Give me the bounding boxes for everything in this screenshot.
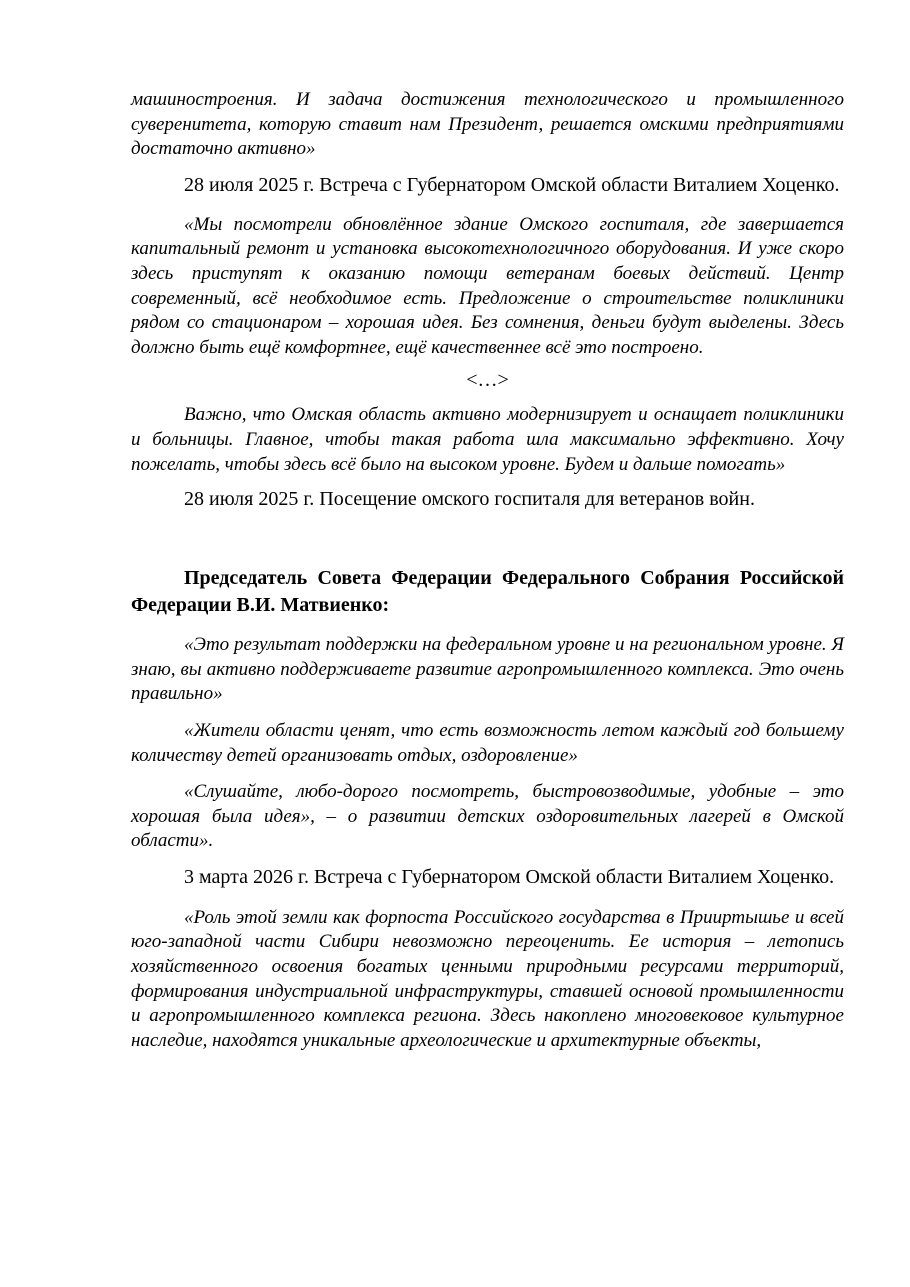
document-page (131, 88, 844, 1053)
event-caption: 28 июля 2025 г. Встреча с Губернатором Омской области Виталием Хоценко. (184, 173, 840, 196)
quote-paragraph: «Слушайте, любо-дорого посмотреть, быстровозводимые, удобные – это хорошая была идея», – о развитии детских оздоровительных лагерей в Омской области». (131, 781, 844, 852)
event-caption: 3 марта 2026 г. Встреча с Губернатором Омской области Виталием Хоценко. (184, 865, 835, 888)
quote-paragraph: Важно, что Омская область активно модернизирует и оснащает поликлиники и больницы. Главное, чтобы такая работа шла максимально эффективно. Хочу пожелать, чтобы здесь всё было на высоком уровне. Будем и дальше помогать» (131, 404, 844, 475)
quote-paragraph: машиностроения. И задача достижения технологического и промышленного суверенитета, которую ставит нам Президент, решается омскими предприятиями достаточно активно» (131, 89, 844, 160)
quote-paragraph: «Мы посмотрели обновлённое здание Омского госпиталя, где завершается капитальный ремонт и установка высокотехнологичного оборудования. И уже скоро здесь приступят к оказанию помощи ветеранам боевых действий. Центр современный, всё необходимое есть. Предложение о строительстве поликлиники рядом со стационаром – хорошая идея. Без сомнения, деньги будут выделены. Здесь должно быть ещё комфортнее, ещё качественнее всё это построено. (131, 213, 844, 358)
event-caption: 28 июля 2025 г. Посещение омского госпиталя для ветеранов войн. (184, 488, 755, 511)
speaker-heading: Председатель Совета Федерации Федерального Собрания Российской Федерации В.И. Матвиенко: (131, 567, 844, 617)
ellipsis-separator: <…> (466, 369, 509, 392)
quote-paragraph: «Жители области ценят, что есть возможность летом каждый год большему количеству детей организовать отдых, оздоровление» (131, 719, 844, 766)
quote-paragraph: «Роль этой земли как форпоста Российского государства в Прииртышье и всей юго-западной части Сибири невозможно переоценить. Ее история – летопись хозяйственного освоения богатых ценными природными ресурсами территорий, формирования индустриальной инфраструктуры, ставшей основой промышленности и агропромышленного комплекса региона. Здесь накоплено многовековое культурное наследие, находятся уникальные археологические и архитектурные объекты, (131, 906, 844, 1051)
quote-paragraph: «Это результат поддержки на федеральном уровне и на региональном уровне. Я знаю, вы активно поддерживаете развитие агропромышленного комплекса. Это очень правильно» (131, 634, 844, 705)
